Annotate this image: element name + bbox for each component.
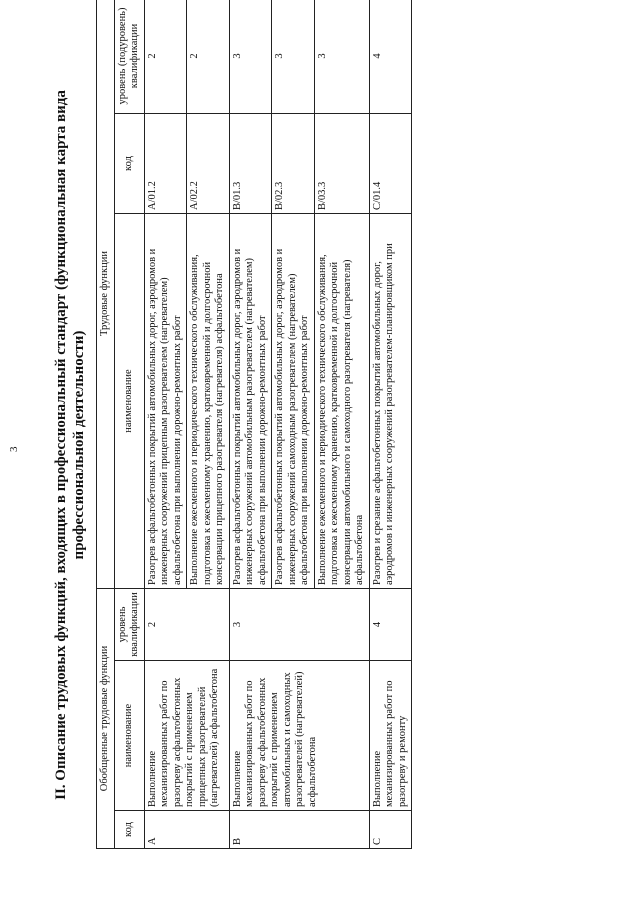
function-level: 2 — [144, 0, 187, 114]
header-name: наименование — [114, 661, 144, 811]
header-labor: Трудовые функции — [97, 0, 115, 589]
function-code: B/02.3 — [272, 114, 315, 214]
function-name: Разогрев асфальтобетонных покрытий автомобильных дорог, аэродромов и инженерных сооружений прицепным разогревателем (нагревателем) асфальтобетона при выполнении дорожно-ремонтных работ — [144, 214, 187, 589]
header-labor-code: код — [114, 114, 144, 214]
group-level: 3 — [229, 589, 369, 661]
function-level: 3 — [229, 0, 272, 114]
function-level: 4 — [369, 0, 412, 114]
group-code: B — [229, 811, 369, 849]
group-level: 2 — [144, 589, 229, 661]
functional-map-table — [96, 0, 412, 849]
table-row — [369, 0, 412, 849]
function-name: Разогрев асфальтобетонных покрытий автомобильных дорог, аэродромов и инженерных сооружений самоходным разогревателем (нагревателем) асфальтобетона при выполнении дорожно-ремонтных работ — [272, 214, 315, 589]
group-name: Выполнение механизированных работ по разогреву асфальтобетонных покрытий с применением автомобильных и самоходных разогревателей (нагревателей) асфальтобетона — [229, 661, 369, 811]
group-code: A — [144, 811, 229, 849]
header-sublevel: уровень (подуровень) квалификации — [114, 0, 144, 114]
function-name: Разогрев и срезание асфальтобетонных покрытий автомобильных дорог, аэродромов и инженерных сооружений разогревателем-планировщиком при — [369, 214, 412, 589]
group-name: Выполнение механизированных работ по разогреву и ремонту — [369, 661, 412, 811]
page-number: 3 — [8, 446, 20, 452]
function-code: B/03.3 — [314, 114, 369, 214]
function-code: C/01.4 — [369, 114, 412, 214]
section-title: II. Описание трудовых функций, входящих в профессиональный стандарт (функциональная карта вида профессиональной деятельности) — [53, 90, 87, 800]
header-code: код — [114, 811, 144, 849]
header-generalized: Обобщенные трудовые функции — [97, 589, 115, 849]
group-name: Выполнение механизированных работ по разогреву асфальтобетонных покрытий с применением прицепных разогревателей (нагревателей) асфальтобетона — [144, 661, 229, 811]
function-name: Выполнение ежесменного и периодического технического обслуживания, подготовка к ежесменному хранению, кратковременной и долгосрочной консервации прицепного разогревателя (нагревателя) асфальтобетона — [187, 214, 230, 589]
function-code: A/01.2 — [144, 114, 187, 214]
header-level: уровень квалификации — [114, 589, 144, 661]
function-level: 3 — [314, 0, 369, 114]
header-labor-name: наименование — [114, 214, 144, 589]
table-row — [144, 0, 187, 849]
function-name: Выполнение ежесменного и периодического технического обслуживания, подготовка к ежесменному хранению, кратковременной и долгосрочной консервации автомобильного и самоходного разогревателя (нагревателя) асфальтобетона — [314, 214, 369, 589]
function-code: B/01.3 — [229, 114, 272, 214]
group-code: C — [369, 811, 412, 849]
function-level: 2 — [187, 0, 230, 114]
function-code: A/02.2 — [187, 114, 230, 214]
table-row — [229, 0, 272, 849]
function-name: Разогрев асфальтобетонных покрытий автомобильных дорог, аэродромов и инженерных сооружений автомобильным разогревателем (нагревателем) асфальтобетона при выполнении дорожно-ремонтных работ — [229, 214, 272, 589]
group-level: 4 — [369, 589, 412, 661]
function-level: 3 — [272, 0, 315, 114]
